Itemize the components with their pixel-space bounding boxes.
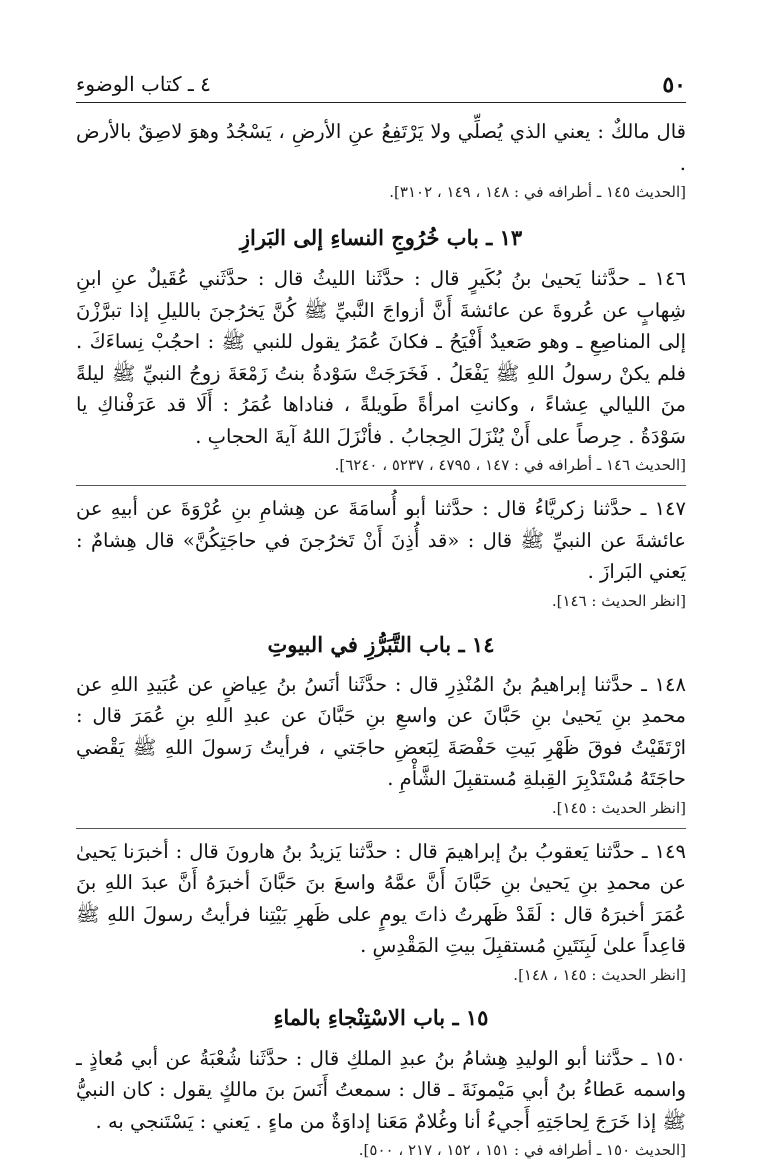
page-body [76, 116, 686, 1161]
page-header [76, 70, 686, 103]
hadith-146-cross-reference: [الحديث ١٤٦ ـ أطرافه في : ١٤٧ ، ٤٧٩٥ ، ٥٢٣٧ ، ٦٢٤٠]. [334, 456, 686, 474]
divider [76, 485, 686, 486]
divider [76, 828, 686, 829]
hadith-148-cross-reference: [انظر الحديث : ١٤٥]. [551, 798, 686, 817]
hadith-150-text: ١٥٠ ـ حدَّثنا أبو الوليدِ هِشامُ بنُ عبدِ الملكِ قال : حدَّثَنا شُعْبَةُ عن أبي مُعاذٍ ـ واسمه عَطاءُ بنُ أبي مَيْمونَةَ ـ قال : سمعتُ أَنَسَ بنَ مالكٍ يقول : كان النبيُّ ﷺ إذا خَرَجَ لِحاجَتِهِ أَجيءُ أنا وغُلامٌ مَعَنا إداوَةٌ من ماءٍ . يَعني : يَسْتَنجي به . [76, 1046, 686, 1133]
hadith-149-cross-reference: [انظر الحديث : ١٤٥ ، ١٤٨]. [513, 965, 686, 984]
hadith-147-cross-reference: [انظر الحديث : ١٤٦]. [551, 591, 686, 610]
hadith-149-text: ١٤٩ ـ حدَّثنا يَعقوبُ بنُ إبراهيمَ قال : حدَّثنا يَزيدُ بنُ هارونَ قال : أخبرَنا يَحيىٰ عن محمدِ بنِ يَحيىٰ بنِ حَبَّانَ أَنَّ عمَّهُ واسعَ بنَ حَبَّانَ أخبرَهُ أَنَّ عبدَ اللهِ بنَ عُمَرَ أخبرَهُ قال : لَقَدْ ظَهرتُ ذاتَ يومٍ على ظَهرِ بَيْتِنا فرأيتُ رسولَ اللهِ ﷺ قاعِداً علىٰ لَبِنَتَينِ مُستقبِلَ بيتِ المَقْدِسِ . [76, 839, 686, 957]
chapter-13-heading: ١٣ ـ باب خُرُوجِ النساءِ إلى البَرازِ [239, 225, 523, 250]
hadith-146-text: ١٤٦ ـ حدَّثنا يَحيىٰ بنُ بُكَيرٍ قال : حدَّثَنا الليثُ قال : حدَّثَني عُقَيلٌ عنِ ابنِ شِهابٍ عن عُروةَ عن عائشةَ أَنَّ أزواجَ النَّبيِّ ﷺ كُنَّ يَخرُجنَ بالليلِ إذا تبرَّزْنَ إلى المناصِعِ ـ وهو صَعيدٌ أَفْيَحُ ـ فكانَ عُمَرُ يقول للنبي ﷺ : احجُبْ نِساءَكَ . فلم يكنْ رسولُ اللهِ ﷺ يَفْعَلُ . فَخَرَجَتْ سَوْدةُ بنتُ زَمْعَةَ زوجُ النبيِّ ﷺ ليلةً منَ الليالي عِشاءً ، وكانتِ امرأةً طَويلةً ، فناداها عُمَرُ : أَلَا قد عَرَفْناكِ يا سَوْدَةُ . حِرصاً على أَنْ يُنْزَلَ الحِجابُ . فأنْزَلَ اللهُ آيةَ الحجابِ . [76, 267, 686, 448]
running-title: ٤ ـ كتاب الوضوء [76, 72, 211, 96]
intro-text: قال مالكٌ : يعني الذي يُصلِّي ولا يَرْتَفِعُ عنِ الأرضِ ، يَسْجُدُ وهوَ لاصِقٌ بالأرض . [76, 120, 686, 175]
hadith-145-cross-reference: [الحديث ١٤٥ ـ أطرافه في : ١٤٨ ، ١٤٩ ، ٣١٠٢]. [389, 183, 686, 201]
hadith-150-cross-reference: [الحديث ١٥٠ ـ أطرافه في : ١٥١ ، ١٥٢ ، ٢١٧ ، ٥٠٠]. [358, 1141, 686, 1159]
chapter-14-heading: ١٤ ـ باب التَّبَرُّزِ في البيوتِ [267, 631, 495, 657]
page-number: ٥٠ [662, 72, 686, 98]
hadith-148-text: ١٤٨ ـ حدَّثنا إبراهيمُ بنُ المُنْذِرِ قال : حدَّثَنا أنَسُ بنُ عِياضٍ عن عُبَيدِ اللهِ عن محمدِ بنِ يَحيىٰ بنِ حَبَّانَ عن واسعِ بنِ حَبَّانَ عن عبدِ اللهِ بنِ عُمَرَ قال : ارْتَقَيْتُ فوقَ ظَهْرِ بَيتِ حَفْصَةَ لِبَعضِ حاجَتي ، فرأيتُ رَسولَ اللهِ ﷺ يَقْضي حاجَتَهُ مُسْتَدْبِرَ القِبلةِ مُستقبِلَ الشَّأْمِ . [76, 672, 686, 790]
chapter-15-heading: ١٥ ـ باب الاسْتِنْجاءِ بالماءِ [273, 1004, 489, 1030]
hadith-147-text: ١٤٧ ـ حدَّثنا زكريَّاءُ قال : حدَّثنا أبو أُسامَةَ عن هِشامِ بنِ عُرْوَةَ عن أبيهِ عن عائشةَ عن النبيِّ ﷺ قال : «قد أُذِنَ أَنْ تَخرُجنَ في حاجَتِكُنَّ» قال هِشامٌ : يَعني البَرازَ . [76, 497, 686, 583]
